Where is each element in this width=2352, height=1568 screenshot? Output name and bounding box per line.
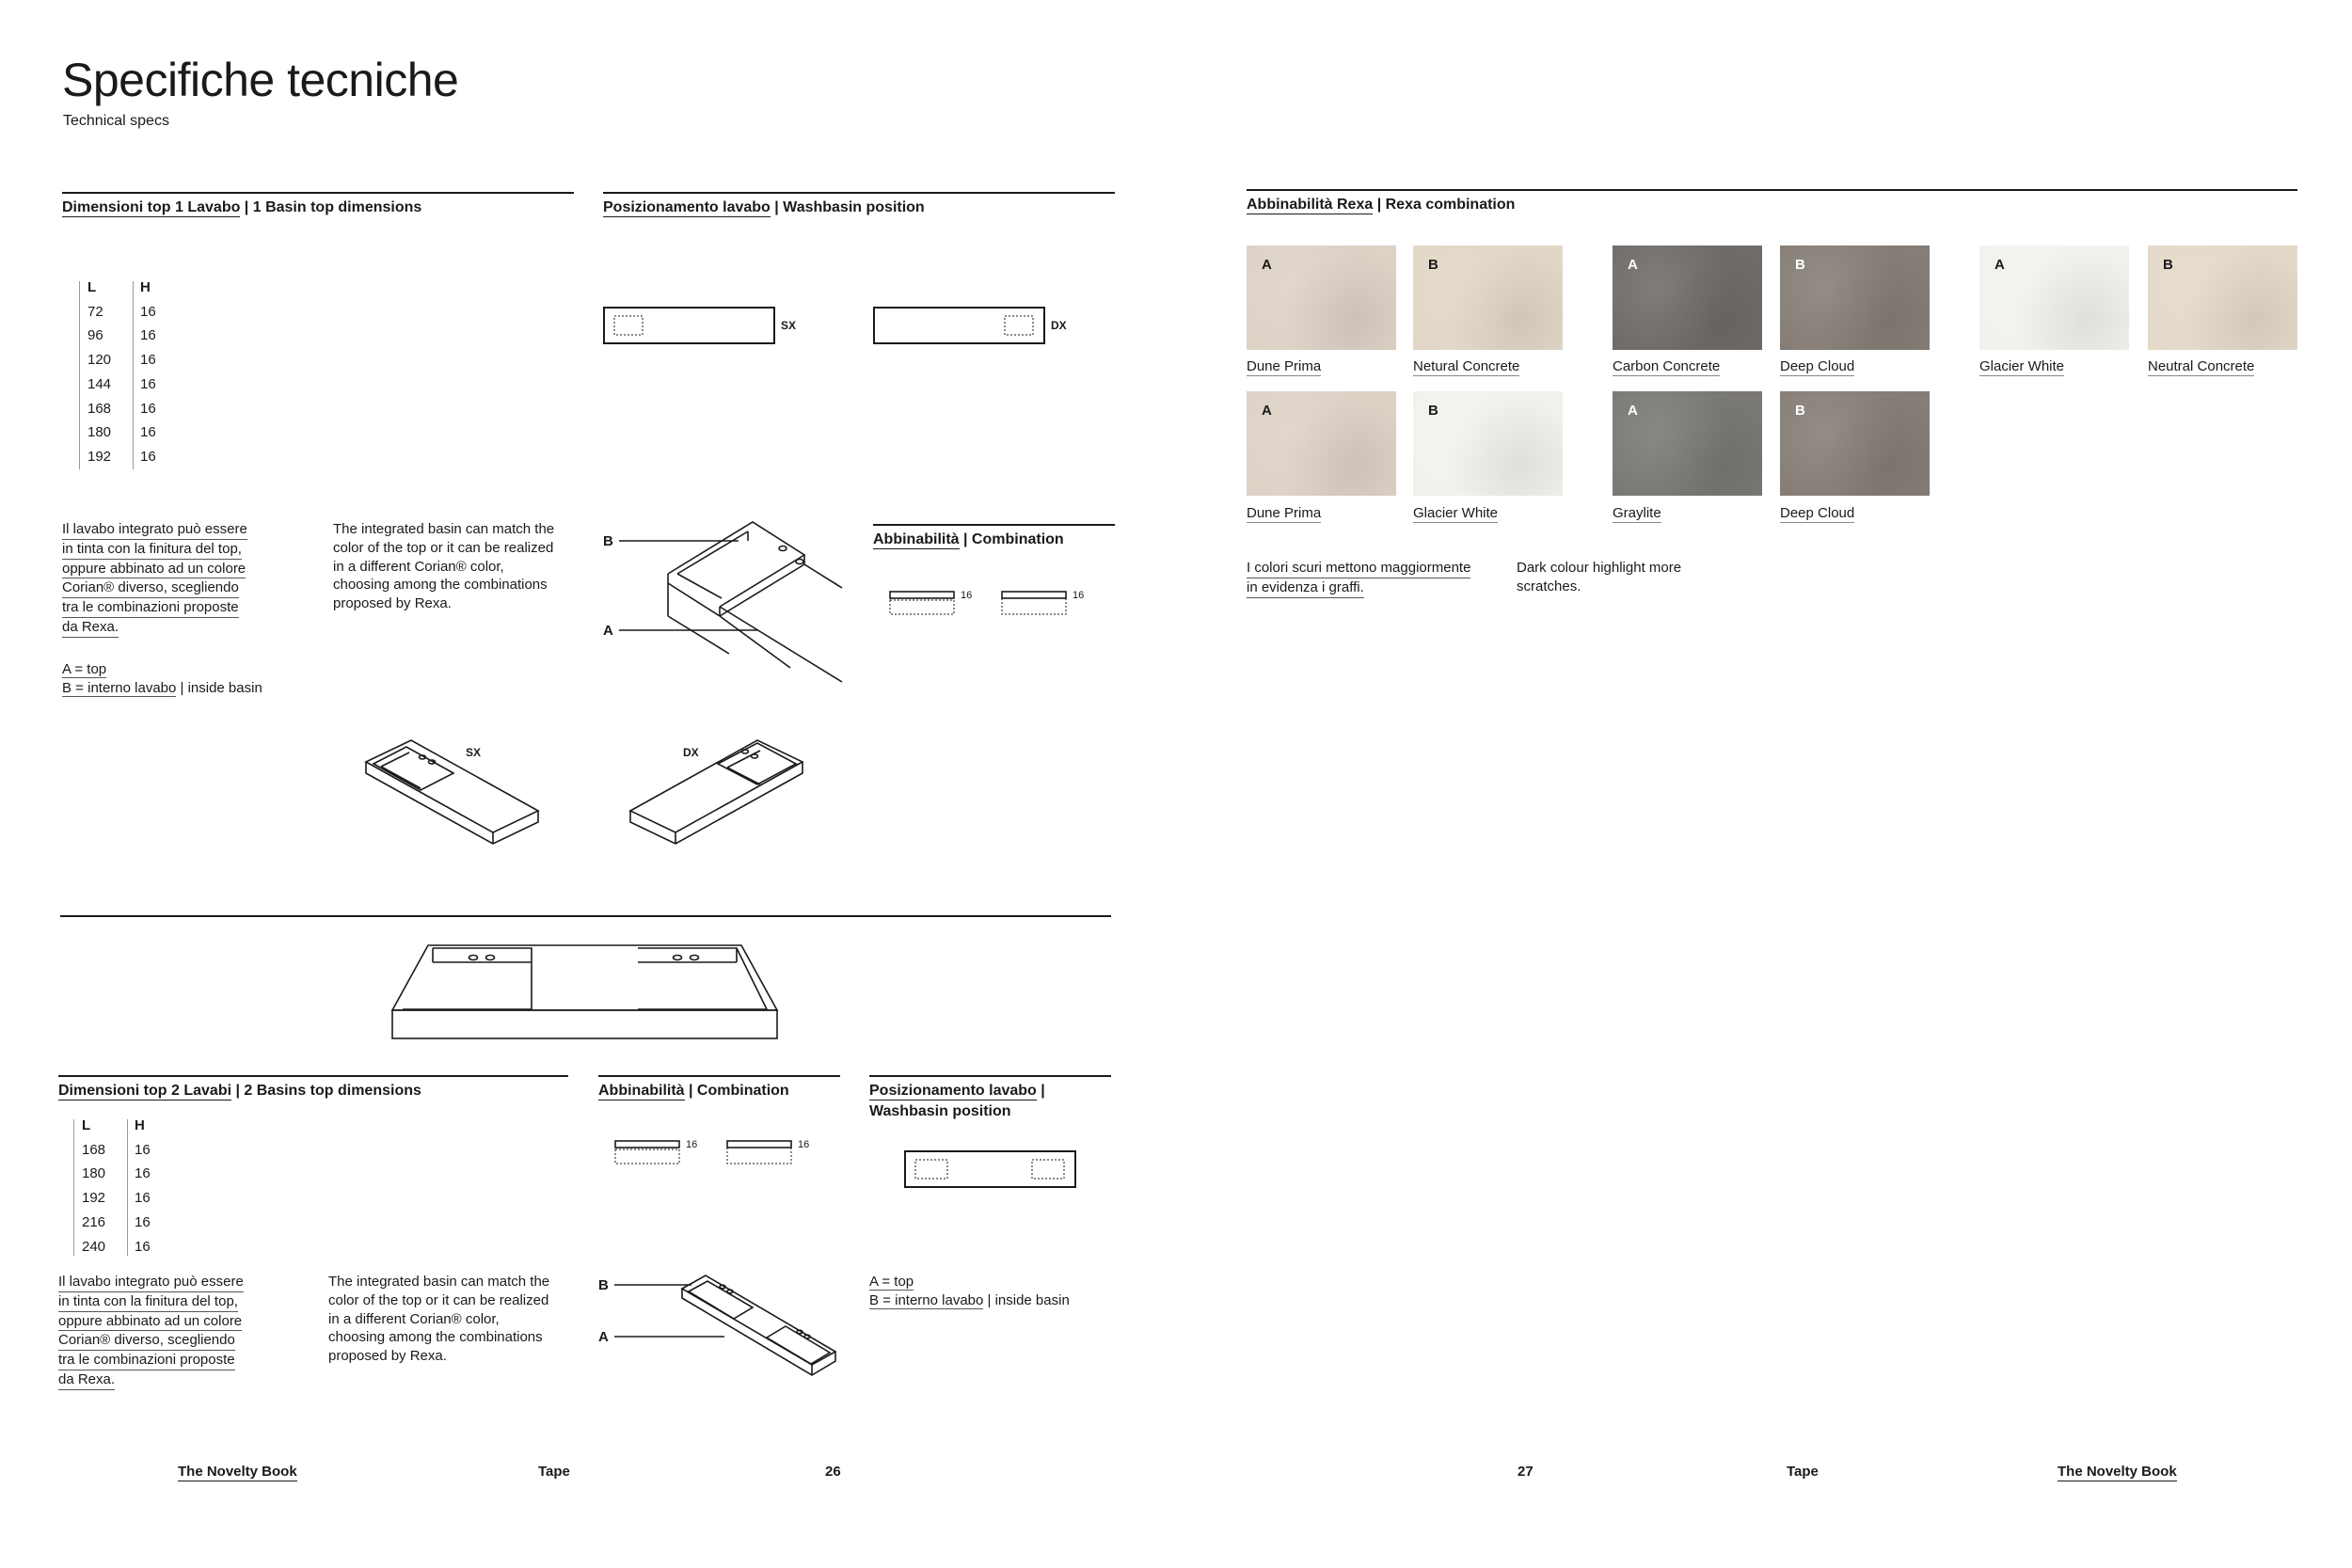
text-line: choosing among the combinations xyxy=(333,577,548,594)
page-number-left: 26 xyxy=(825,1464,841,1480)
table-cell: 16 xyxy=(140,375,156,392)
table-cell: 216 xyxy=(82,1213,106,1230)
text-line: Corian® diverso, scegliendo xyxy=(58,1331,235,1351)
two-basin-dimensions-title: Dimensioni top 2 Lavabi | 2 Basins top dimensions xyxy=(58,1083,421,1099)
text-line: tra le combinazioni proposte xyxy=(58,1351,235,1370)
rexa-note-en xyxy=(1517,559,1681,596)
combination-diagram-2 xyxy=(726,1140,794,1168)
section-rule xyxy=(58,1075,568,1077)
two-basin-combination-title: Abbinabilità | Combination xyxy=(598,1083,789,1099)
combination-value: 16 xyxy=(961,590,973,601)
diagram-label-b: B xyxy=(603,533,613,549)
combination-diagram-1 xyxy=(614,1140,682,1168)
one-basin-combination-title: Abbinabilità | Combination xyxy=(873,531,1064,547)
combination-value: 16 xyxy=(798,1139,810,1150)
legend-key: A = xyxy=(62,661,87,677)
combination-diagram-1 xyxy=(889,591,957,619)
table-cell: 16 xyxy=(135,1141,151,1158)
column-header-l: L xyxy=(82,1117,91,1133)
two-basin-legend xyxy=(869,1273,1070,1310)
swatch-letter: A xyxy=(1262,257,1272,273)
combination-value: 16 xyxy=(686,1139,698,1150)
diagram-label-a: A xyxy=(603,623,613,639)
color-swatch xyxy=(1613,245,1762,350)
text-line: The integrated basin can match the xyxy=(333,521,555,537)
table-cell: 168 xyxy=(87,400,112,417)
table-cell: 192 xyxy=(82,1190,106,1207)
table-cell: 16 xyxy=(140,424,156,441)
column-header-h: H xyxy=(140,279,151,295)
column-header-l: L xyxy=(87,279,97,295)
two-basin-dimensions-table xyxy=(73,1114,186,1255)
table-cell: 120 xyxy=(87,352,112,369)
text-line: da Rexa. xyxy=(62,618,119,638)
legend-key: B = xyxy=(62,679,88,696)
color-swatch xyxy=(1413,245,1563,350)
column-h xyxy=(140,276,156,469)
two-basin-text-it xyxy=(58,1273,244,1390)
section-rule xyxy=(869,1075,1111,1077)
section-rule xyxy=(873,524,1115,526)
swatch-letter: B xyxy=(2163,257,2173,273)
color-swatch xyxy=(1247,391,1396,496)
table-divider xyxy=(73,1119,74,1256)
swatch-name: Graylite xyxy=(1613,505,1661,521)
column-h xyxy=(135,1114,151,1259)
table-cell: 16 xyxy=(140,303,156,320)
text-line: da Rexa. xyxy=(58,1370,115,1390)
text-line: Il lavabo integrato può essere xyxy=(62,520,247,540)
table-cell: 240 xyxy=(82,1238,106,1255)
iso-dx-label: DX xyxy=(683,746,699,759)
table-cell: 192 xyxy=(87,448,112,465)
footer-series-left: Tape xyxy=(538,1464,570,1480)
text-line: color of the top or it can be realized xyxy=(328,1291,549,1308)
iso-basin-dx xyxy=(628,736,807,853)
text-line: scratches. xyxy=(1517,578,1581,594)
table-cell: 16 xyxy=(135,1190,151,1207)
color-swatch xyxy=(1247,245,1396,350)
one-basin-text-it xyxy=(62,520,247,638)
section-rule xyxy=(1247,189,2297,191)
color-swatch xyxy=(1413,391,1563,496)
table-cell: 16 xyxy=(135,1238,151,1255)
text-line: proposed by Rexa. xyxy=(328,1348,447,1365)
color-swatch xyxy=(2148,245,2297,350)
table-divider xyxy=(79,281,80,469)
position-dx-diagram xyxy=(873,307,1047,346)
swatch-letter: A xyxy=(1994,257,2005,273)
section-rule xyxy=(60,915,1111,917)
footer-book-title-right: The Novelty Book xyxy=(2058,1464,2177,1480)
combination-diagram-2 xyxy=(1001,591,1069,619)
table-divider xyxy=(127,1119,128,1256)
footer-series-right: Tape xyxy=(1787,1464,1819,1480)
one-basin-legend xyxy=(62,660,262,698)
swatch-letter: B xyxy=(1795,257,1805,273)
table-cell: 16 xyxy=(140,327,156,344)
two-basin-text-en xyxy=(328,1273,549,1366)
text-line: in evidenza i graffi. xyxy=(1247,578,1364,598)
diagram-label-b: B xyxy=(598,1277,609,1293)
swatch-letter: A xyxy=(1628,257,1638,273)
text-line: The integrated basin can match the xyxy=(328,1274,550,1290)
table-cell: 180 xyxy=(82,1165,106,1182)
color-swatch xyxy=(1613,391,1762,496)
table-cell: 16 xyxy=(135,1213,151,1230)
swatch-name: Dune Prima xyxy=(1247,358,1322,374)
swatch-letter: A xyxy=(1262,403,1272,419)
swatch-letter: B xyxy=(1428,403,1438,419)
text-line: in a different Corian® color, xyxy=(333,558,504,575)
page-subtitle: Technical specs xyxy=(63,113,169,129)
table-cell: 180 xyxy=(87,424,112,441)
text-line: color of the top or it can be realized xyxy=(333,539,554,556)
color-swatch xyxy=(1979,245,2129,350)
position-dx-label: DX xyxy=(1051,319,1067,332)
legend-value-en: | inside basin xyxy=(176,679,262,696)
swatch-name: Dune Prima xyxy=(1247,505,1322,521)
two-basin-section-diagram xyxy=(612,1272,842,1394)
rexa-note-it xyxy=(1247,559,1470,598)
iso-basin-sx xyxy=(364,736,543,853)
text-line: Il lavabo integrato può essere xyxy=(58,1273,244,1292)
section-rule xyxy=(598,1075,840,1077)
table-cell: 16 xyxy=(140,352,156,369)
swatch-letter: B xyxy=(1428,257,1438,273)
one-basin-text-en xyxy=(333,520,554,613)
one-basin-position-title: Posizionamento lavabo | Washbasin position xyxy=(603,199,925,215)
swatch-name: Glacier White xyxy=(1413,505,1499,521)
iso-sx-label: SX xyxy=(466,746,482,759)
table-cell: 16 xyxy=(140,400,156,417)
legend-key: B = xyxy=(869,1291,896,1308)
swatch-name: Deep Cloud xyxy=(1780,358,1855,374)
table-cell: 168 xyxy=(82,1141,106,1158)
swatch-name: Neutral Concrete xyxy=(2148,358,2255,374)
swatch-name: Deep Cloud xyxy=(1780,505,1855,521)
swatch-name: Carbon Concrete xyxy=(1613,358,1721,374)
text-line: choosing among the combinations xyxy=(328,1329,543,1346)
swatch-letter: B xyxy=(1795,403,1805,419)
section-rule xyxy=(62,192,574,194)
two-basin-position-title: Posizionamento lavabo | Washbasin position xyxy=(869,1083,1045,1119)
text-line: in a different Corian® color, xyxy=(328,1310,500,1327)
legend-value: interno lavabo xyxy=(895,1291,984,1308)
column-header-h: H xyxy=(135,1117,145,1133)
column-l xyxy=(82,1114,105,1259)
footer-book-title-left: The Novelty Book xyxy=(178,1464,297,1480)
swatch-name: Glacier White xyxy=(1979,358,2065,374)
page-number-right: 27 xyxy=(1518,1464,1534,1480)
two-basin-diagram xyxy=(390,943,781,1042)
legend-value-en: | inside basin xyxy=(983,1291,1070,1308)
text-line: proposed by Rexa. xyxy=(333,595,452,612)
table-cell: 96 xyxy=(87,327,103,344)
text-line: oppure abbinato ad un colore xyxy=(62,560,246,579)
text-line: I colori scuri mettono maggiormente xyxy=(1247,559,1470,578)
legend-key: A = xyxy=(869,1274,895,1290)
text-line: in tinta con la finitura del top, xyxy=(58,1292,238,1312)
table-cell: 16 xyxy=(140,448,156,465)
position-sx-diagram xyxy=(603,307,777,346)
page-title: Specifiche tecniche xyxy=(62,54,459,106)
one-basin-dimensions-title: Dimensioni top 1 Lavabo | 1 Basin top dimensions xyxy=(62,199,422,215)
text-line: Corian® diverso, scegliendo xyxy=(62,578,239,598)
table-cell: 16 xyxy=(135,1165,151,1182)
color-swatch xyxy=(1780,245,1930,350)
legend-value: top xyxy=(87,661,107,677)
text-line: oppure abbinato ad un colore xyxy=(58,1312,242,1332)
column-l xyxy=(87,276,111,469)
text-line: in tinta con la finitura del top, xyxy=(62,540,242,560)
table-cell: 72 xyxy=(87,303,103,320)
one-basin-dimensions-table xyxy=(79,276,192,473)
position-double-diagram xyxy=(904,1150,1078,1190)
table-cell: 144 xyxy=(87,375,112,392)
combination-value: 16 xyxy=(1073,590,1085,601)
rexa-combination-title: Abbinabilità Rexa | Rexa combination xyxy=(1247,197,1516,213)
position-sx-label: SX xyxy=(781,319,797,332)
section-rule xyxy=(603,192,1115,194)
table-divider xyxy=(133,281,134,469)
text-line: Dark colour highlight more xyxy=(1517,560,1682,576)
basin-section-diagram xyxy=(616,517,851,677)
swatch-name: Netural Concrete xyxy=(1413,358,1520,374)
text-line: tra le combinazioni proposte xyxy=(62,598,239,618)
swatch-letter: A xyxy=(1628,403,1638,419)
diagram-label-a: A xyxy=(598,1329,609,1345)
legend-value: interno lavabo xyxy=(87,679,177,696)
legend-value: top xyxy=(894,1274,914,1290)
color-swatch xyxy=(1780,391,1930,496)
